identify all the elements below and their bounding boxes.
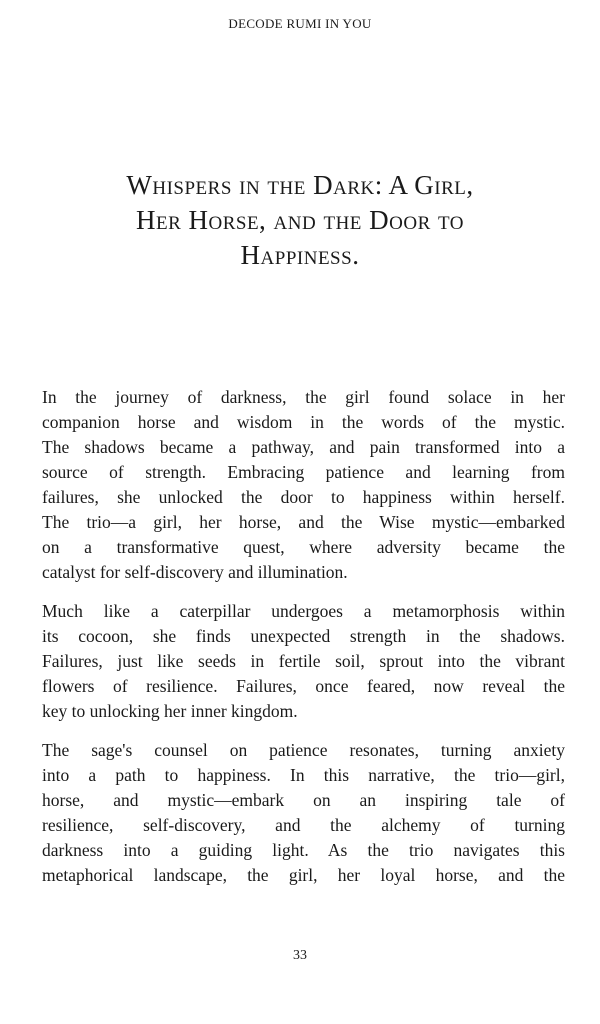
paragraph bbox=[42, 599, 565, 724]
body-text bbox=[42, 385, 565, 902]
text-line: source of strength. Embracing patience and learning from bbox=[42, 462, 565, 482]
text-line: darkness into a guiding light. As the trio navigates this bbox=[42, 840, 565, 860]
text-line: resilience, self-discovery, and the alchemy of turning bbox=[42, 815, 565, 835]
text-line: key to unlocking her inner kingdom. bbox=[42, 701, 298, 721]
text-line: flowers of resilience. Failures, once feared, now reveal the bbox=[42, 676, 565, 696]
chapter-title bbox=[40, 168, 560, 273]
chapter-title-line: Happiness. bbox=[240, 240, 360, 270]
text-line: into a path to happiness. In this narrative, the trio—girl, bbox=[42, 765, 565, 785]
text-line: companion horse and wisdom in the words of the mystic. bbox=[42, 412, 565, 432]
paragraph bbox=[42, 738, 565, 888]
text-line: The shadows became a pathway, and pain transformed into a bbox=[42, 437, 565, 457]
text-line: its cocoon, she finds unexpected strength in the shadows. bbox=[42, 626, 565, 646]
text-line: Much like a caterpillar undergoes a metamorphosis within bbox=[42, 601, 565, 621]
text-line: on a transformative quest, where adversity became the bbox=[42, 537, 565, 557]
running-header: DECODE RUMI IN YOU bbox=[228, 16, 372, 31]
text-line: failures, she unlocked the door to happiness within herself. bbox=[42, 487, 565, 507]
text-line: metaphorical landscape, the girl, her loyal horse, and the bbox=[42, 865, 565, 885]
text-line: Failures, just like seeds in fertile soil, sprout into the vibrant bbox=[42, 651, 565, 671]
text-line: In the journey of darkness, the girl found solace in her bbox=[42, 387, 565, 407]
paragraph bbox=[42, 385, 565, 585]
text-line: The trio—a girl, her horse, and the Wise mystic—embarked bbox=[42, 512, 565, 532]
text-line: horse, and mystic—embark on an inspiring tale of bbox=[42, 790, 565, 810]
text-line: catalyst for self-discovery and illumination. bbox=[42, 562, 348, 582]
chapter-title-line: Her Horse, and the Door to bbox=[135, 205, 465, 235]
text-line: The sage's counsel on patience resonates, turning anxiety bbox=[42, 740, 565, 760]
chapter-title-line: Whispers in the Dark: A Girl, bbox=[126, 170, 474, 200]
page-number: 33 bbox=[293, 948, 307, 963]
